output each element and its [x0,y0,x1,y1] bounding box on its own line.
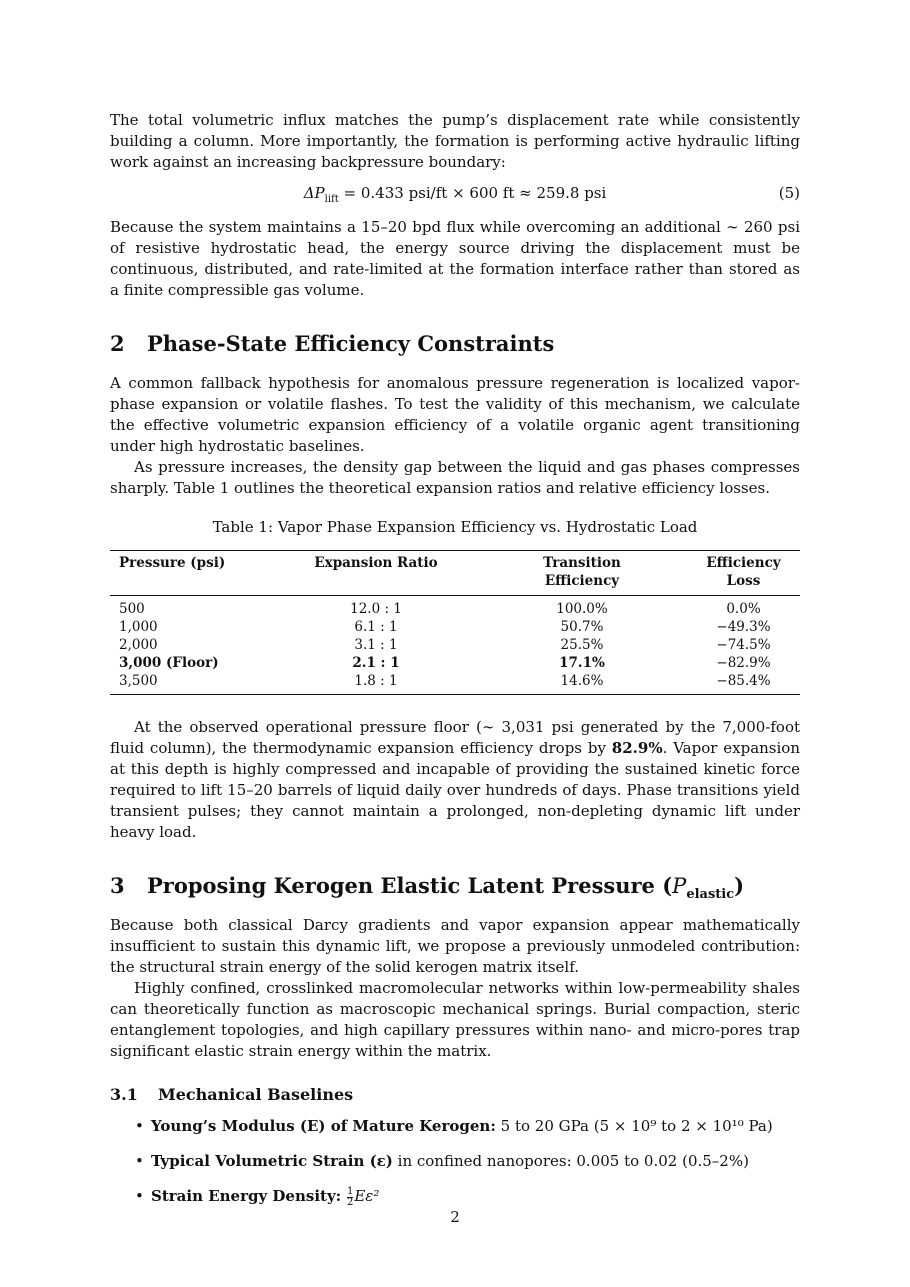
section-2-paragraph-3 [110,717,800,843]
section-2-paragraph-1: A common fallback hypothesis for anomalous pressure regeneration is localized vapor-phase expansion or volatile flashes. To test the validity of this mechanism, we calculate the effective volumetric expansion efficiency of a volatile organic agent transitioning under high hydrostatic baselines. [110,374,800,455]
section-2-paragraph-2: As pressure increases, the density gap between the liquid and gas phases compresses sharply. Table 1 outlines the theoretical expansion ratios and relative efficiency losses. [110,458,800,497]
equation-rhs: = 0.433 psi/ft × 600 ft ≈ 259.8 psi [338,184,607,202]
list-item [135,1150,800,1172]
section-3-heading [110,873,800,903]
fraction-denominator: 2 [346,1196,354,1208]
list-item-text: in confined nanopores: 0.005 to 0.02 (0.5–2%) [392,1152,749,1170]
list-item-label: Young’s Modulus (E) of Mature Kerogen: [151,1117,496,1135]
list-item-label: Strain Energy Density: [151,1187,342,1205]
fraction-numerator: 1 [346,1185,354,1197]
paragraph-text: At the observed operational pressure floor (∼ 3,031 psi generated by the 7,000-foot fluid column), the thermodynamic expansion efficiency drops by [110,718,800,757]
list-item [135,1115,800,1137]
intro-paragraph-2: Because the system maintains a 15–20 bpd flux while overcoming an additional ∼ 260 psi of resistive hydrostatic head, the energy source driving the displacement must be continuous, distributed, and rate-limited at the formation interface rather than stored as a finite compressible gas volume. [110,218,800,299]
equation-number: (5) [778,184,800,202]
section-3-paragraph-1: Because both classical Darcy gradients and vapor expansion appear mathematically insufficient to sustain this dynamic lift, we propose a previously unmodeled contribution: the structural strain energy of the solid kerogen matrix itself. [110,916,800,976]
equation-5 [110,183,800,204]
table-cell: 1.8 : 1 [354,673,398,689]
table-cell: 14.6% [560,673,604,689]
table-cell: −49.3% [716,619,771,635]
table-cell: 1,000 [119,619,158,635]
list-item [135,1185,800,1208]
bullet-icon: • [135,1152,144,1170]
page-body [110,110,800,1221]
table-header-expansion-ratio: Expansion Ratio [314,555,438,571]
table-cell: 3,000 (Floor) [119,655,219,671]
equation-body [110,183,800,204]
page-number: 2 [450,1208,460,1226]
table-cell: 0.0% [726,601,761,617]
table-caption: Table 1: Vapor Phase Expansion Efficiency vs. Hydrostatic Load [212,518,698,536]
intro-paragraph: The total volumetric influx matches the pump’s displacement rate while consistently building a column. More importantly, the formation is performing active hydraulic lifting work against an increasing backpressure boundary: [110,111,800,171]
table-cell: 2,000 [119,637,158,653]
table-cell: 50.7% [560,619,604,635]
table-cell: 6.1 : 1 [354,619,398,635]
title-close: ) [734,873,745,898]
table-header-efficiency-loss: Efficiency Loss [706,555,781,589]
title-symbol: P [672,874,687,898]
bullet-icon: • [135,1117,144,1135]
equation-lhs: ΔP [303,184,325,202]
section-number: 2 [110,331,125,356]
table-row [110,618,800,636]
table-header-row [110,551,800,596]
subsection-title: Mechanical Baselines [158,1085,354,1104]
section-title: Proposing Kerogen Elastic Latent Pressure ( [147,873,673,898]
table-cell: −85.4% [716,673,771,689]
table-row-floor [110,654,800,672]
table-cell: 12.0 : 1 [350,601,402,617]
table-cell: 3.1 : 1 [354,637,398,653]
table-cell: 3,500 [119,673,158,689]
table-header-transition-efficiency: Transition Efficiency [543,555,621,589]
section-title: Phase-State Efficiency Constraints [147,331,555,356]
table-cell: 100.0% [556,601,608,617]
table-cell: 2.1 : 1 [352,655,400,671]
title-subscript: elastic [686,887,735,903]
section-3-paragraph-2: Highly confined, crosslinked macromolecular networks within low-permeability shales can theoretically function as macroscopic mechanical springs. Burial compaction, steric entanglement topologies, and high capillary pressures within nano- and micro-pores trap significant elastic strain energy within the matrix. [110,979,800,1060]
table-cell: 17.1% [559,655,605,671]
highlight-value: 82.9% [611,739,663,757]
list-item-text: 5 to 20 GPa (5 × 10⁹ to 2 × 10¹⁰ Pa) [495,1117,773,1135]
fraction [347,1187,353,1208]
section-2-heading [110,331,800,357]
subsection-heading [110,1084,800,1105]
paragraph-text: . Vapor expansion at this depth is highly compressed and incapable of providing the sustained kinetic force required to lift 15–20 barrels of liquid daily over hundreds of days. Phase transitions yield transient pulses; they cannot maintain a prolonged, non-depleting dynamic lift under heavy load. [110,739,800,841]
subsection-number: 3.1 [110,1085,138,1104]
table-cell: 500 [119,601,145,617]
table-header-pressure: Pressure (psi) [119,555,226,571]
mechanical-baselines-list [110,1115,800,1208]
section-number: 3 [110,873,125,898]
table-row [110,596,800,619]
equation-lhs-subscript: lift [324,194,339,205]
table-cell: 25.5% [560,637,604,653]
table-row [110,672,800,695]
expansion-efficiency-table [110,550,800,695]
bullet-icon: • [135,1187,144,1205]
table-row [110,636,800,654]
table-cell: −74.5% [716,637,771,653]
list-item-label: Typical Volumetric Strain (ε) [151,1152,393,1170]
list-item-text: Eε² [354,1187,380,1205]
table-cell: −82.9% [716,655,771,671]
